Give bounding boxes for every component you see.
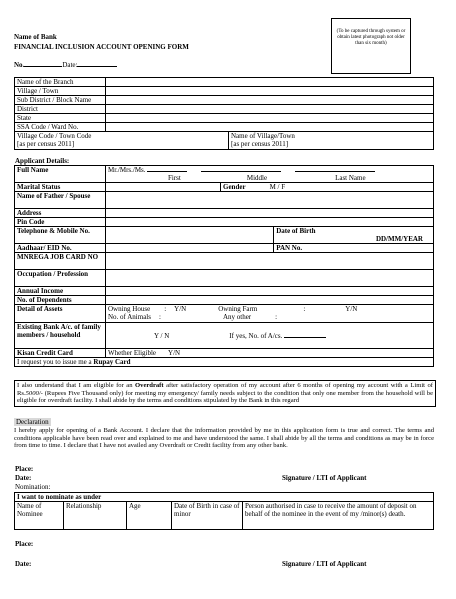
- authorised-person-col[interactable]: Person authorised in case to receive the amount of deposit on behalf of the nominee in the event of my /minor(s) death.: [243, 502, 434, 530]
- dependents-field[interactable]: [106, 296, 434, 305]
- nomination-signature-label: Signature / LTI of Applicant: [282, 560, 367, 568]
- address-field[interactable]: [106, 209, 434, 218]
- pan-field[interactable]: PAN No.: [274, 244, 434, 253]
- state-field[interactable]: [106, 114, 434, 123]
- nomination-place-label: Place:: [15, 540, 34, 548]
- age-col[interactable]: Age: [127, 502, 172, 530]
- photo-note: (To be captured through system or obtain latest photograph not older than six month): [336, 29, 406, 46]
- relationship-col[interactable]: Relationship: [64, 502, 127, 530]
- photo-box: [331, 18, 411, 74]
- block-field[interactable]: [106, 96, 434, 105]
- declaration-label: Declaration: [16, 418, 49, 426]
- branch-row-label: Sub District / Block Name: [15, 96, 106, 105]
- aadhaar-label: Aadhaar/ EID No.: [15, 244, 106, 253]
- branch-row-label: State: [15, 114, 106, 123]
- village-field[interactable]: [106, 87, 434, 96]
- kisan-label: Kisan Credit Card: [15, 349, 106, 358]
- nominate-header: I want to nominate as under: [15, 493, 434, 502]
- rupay-request[interactable]: I request you to issue me a Rupay Card: [15, 358, 434, 367]
- ssa-field[interactable]: [106, 123, 434, 132]
- existing-bank-field[interactable]: Y / N If yes, No. of A/cs.: [106, 323, 434, 349]
- dob-field[interactable]: Date of Birth DD/MM/YEAR: [274, 227, 434, 244]
- signature-label: Signature / LTI of Applicant: [282, 474, 367, 482]
- mnrega-field[interactable]: [106, 253, 434, 270]
- branch-row-label: Village / Town: [15, 87, 106, 96]
- father-field[interactable]: [106, 192, 434, 209]
- assets-field[interactable]: Owning House : Y/N Owning Farm : Y/N No. of Animals : Any other :: [106, 305, 434, 323]
- form-title: FINANCIAL INCLUSION ACCOUNT OPENING FORM: [14, 43, 189, 51]
- full-name-field[interactable]: Mr./Mrs./Ms. First Middle Last Name: [106, 166, 434, 183]
- dob-minor-col[interactable]: Date of Birth in case of minor: [172, 502, 243, 530]
- overdraft-terms: I also understand that I am eligible for an Overdraft after satisfactory operation of my account after 6 months of opening my account with a Limit of Rs.5000/- (Rupees Five Thousand only) for meeting my emergency/ family needs subject to the condition that only one member from the household will be eligible for overdraft facility. I shall abide by the terms and conditions stipulated by the Bank in this regard: [14, 380, 436, 407]
- phone-label: Telephone & Mobile No.: [15, 227, 106, 244]
- nomination-label: Nomination:: [15, 483, 51, 491]
- income-label: Annual Income: [15, 287, 106, 296]
- applicant-table: [14, 165, 434, 367]
- mnrega-label: MNREGA JOB CARD NO: [15, 253, 106, 270]
- father-label: Name of Father / Spouse: [15, 192, 106, 209]
- form-number: No. Date:: [14, 61, 117, 69]
- dependents-label: No. of Dependents: [15, 296, 106, 305]
- nomination-table: [14, 492, 434, 530]
- pin-field[interactable]: [106, 218, 434, 227]
- village-code-cell[interactable]: Village Code / Town Code [as per census 2011]: [15, 132, 229, 150]
- assets-label: Detail of Assets: [15, 305, 106, 323]
- district-field[interactable]: [106, 105, 434, 114]
- branch-table: [14, 77, 434, 150]
- date-label: Date:: [15, 474, 32, 482]
- phone-field[interactable]: [106, 227, 274, 244]
- branch-name-field[interactable]: [106, 78, 434, 87]
- gender-field[interactable]: Gender M / F: [221, 183, 434, 192]
- address-label: Address: [15, 209, 106, 218]
- pin-label: Pin Code: [15, 218, 106, 227]
- nominee-name-col[interactable]: Name of Nominee: [15, 502, 64, 530]
- aadhaar-field[interactable]: [106, 244, 274, 253]
- full-name-label: Full Name: [15, 166, 106, 183]
- occupation-label: Occupation / Profession: [15, 270, 106, 287]
- kisan-field[interactable]: Whether Eligible Y/N: [106, 349, 434, 358]
- branch-row-label: SSA Code / Ward No.: [15, 123, 106, 132]
- nomination-date-label: Date:: [15, 560, 32, 568]
- village-name-cell[interactable]: Name of Village/Town [as per census 2011]: [229, 132, 434, 150]
- marital-label: Marital Status: [15, 183, 106, 192]
- applicant-section: Applicant Details:: [15, 157, 70, 165]
- place-label: Place:: [15, 465, 34, 473]
- branch-row-label: District: [15, 105, 106, 114]
- occupation-field[interactable]: [106, 270, 434, 287]
- branch-row-label: Name of the Branch: [15, 78, 106, 87]
- existing-bank-label: Existing Bank A/c. of family members / household: [15, 323, 106, 349]
- marital-field[interactable]: [106, 183, 221, 192]
- declaration-text: I hereby apply for opening of a Bank Account. I declare that the information provided by me in this application form is true and correct. The terms and conditions applicable have been read over and explained to me and have understood the same. I shall abide by all the terms and conditions as may be in force from time to time. I declare that I have not availed any Overdraft or Credit facility from any other bank.: [14, 427, 434, 450]
- income-field[interactable]: [106, 287, 434, 296]
- bank-name: Name of Bank: [14, 33, 57, 41]
